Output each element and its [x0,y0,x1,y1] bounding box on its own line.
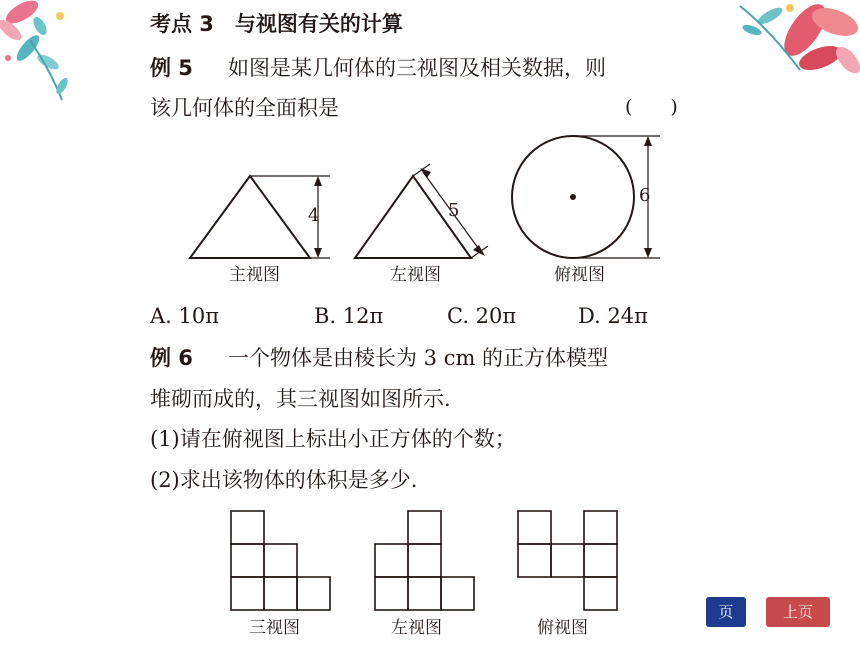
front-view-caption: 主视图 [229,265,280,285]
front-cell-1-1 [264,544,297,577]
left-cell-1-1 [408,544,441,577]
answer-bracket: ( ) [625,96,678,118]
top-view-caption: 俯视图 [554,265,605,285]
option-d: D. 24π [578,304,648,328]
front-cell-0-0 [231,511,264,544]
top-view-dimension: 6 [639,185,651,206]
top-cell-1-1 [551,544,584,577]
section-title: 考点 3 与视图有关的计算 [150,12,403,36]
option-b: B. 12π [314,304,384,328]
example-5-label: 例 5 [150,56,193,80]
cube-left-view [375,511,474,610]
example-6-label: 例 6 [150,346,193,370]
option-a: A. 10π [150,304,220,328]
left-view-caption: 左视图 [390,265,441,285]
front-cell-1-0 [231,544,264,577]
question-1: (1)请在俯视图上标出小正方体的个数； [150,427,516,451]
left-cell-2-2 [441,577,474,610]
question-2: (2)求出该物体的体积是多少. [150,468,418,492]
left-cell-0-1 [408,511,441,544]
example-5-text-line2: 该几何体的全面积是 [150,96,339,120]
cube-top-view-caption: 俯视图 [537,618,588,638]
left-cell-1-0 [375,544,408,577]
example-5-text-line1: 如图是某几何体的三视图及相关数据，则 [228,56,606,80]
example-6-text-line2: 堆砌而成的，其三视图如图所示. [150,387,451,411]
cube-front-view [231,511,330,610]
front-cell-2-2 [297,577,330,610]
next-page-button[interactable]: 页 [706,597,746,627]
front-view-dimension: 4 [308,205,320,226]
top-cell-1-2 [584,544,617,577]
left-cell-2-1 [408,577,441,610]
left-view-dimension: 5 [448,200,460,221]
front-cell-2-1 [264,577,297,610]
top-cell-1-0 [518,544,551,577]
front-cell-2-0 [231,577,264,610]
cube-top-view [518,511,617,610]
top-cell-0-0 [518,511,551,544]
top-cell-2-2 [584,577,617,610]
prev-page-button[interactable]: 上页 [766,597,830,627]
cube-front-view-caption: 三视图 [249,618,300,638]
cube-left-view-caption: 左视图 [391,618,442,638]
left-cell-2-0 [375,577,408,610]
option-c: C. 20π [447,304,517,328]
top-cell-0-2 [584,511,617,544]
example-6-text-line1: 一个物体是由棱长为 3 cm 的正方体模型 [228,346,609,370]
